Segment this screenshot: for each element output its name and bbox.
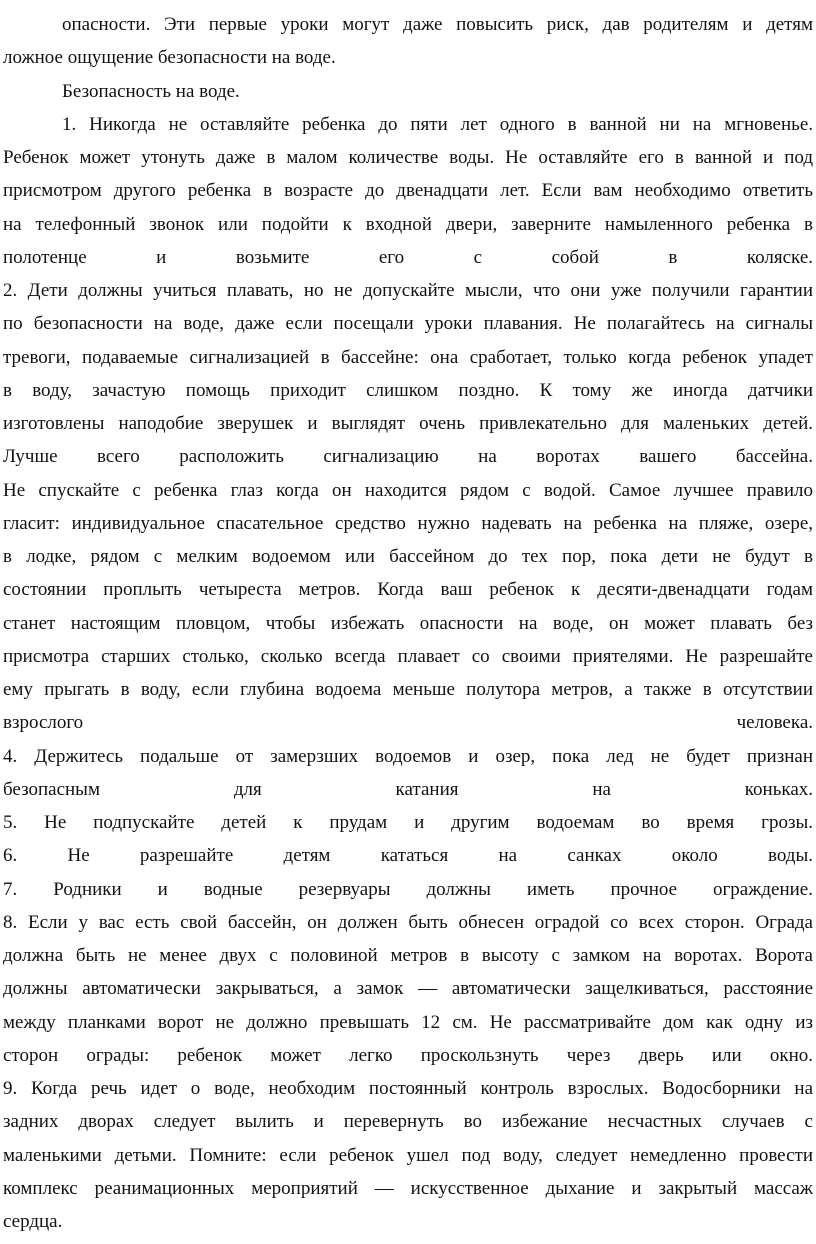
text-line: 4. Держитесь подальше от замерзших водоемов и озер, пока лед не будет признан bbox=[3, 745, 813, 767]
text-line: в лодке, рядом с мелким водоемом или бассейном до тех пор, пока дети не будут в bbox=[3, 546, 813, 567]
text-line: взрослого человека. bbox=[3, 712, 813, 734]
text-line: состоянии проплыть четыреста метров. Когда ваш ребенок к десяти-двенадцати годам bbox=[3, 579, 813, 601]
text-line: присмотра старших столько, сколько всегда плавает со своими приятелями. Не разрешайте bbox=[3, 645, 813, 667]
text-line: задних дворах следует вылить и перевернуть во избежание несчастных случаев с bbox=[3, 1111, 813, 1133]
text-line: 7. Родники и водные резервуары должны иметь прочное ограждение. bbox=[3, 878, 813, 900]
text-line: Ребенок может утонуть даже в малом количестве воды. Не оставляйте его в ванной и под bbox=[3, 147, 813, 168]
text-line: по безопасности на воде, даже если посещали уроки плавания. Не полагайтесь на сигналы bbox=[3, 313, 813, 335]
text-line: 6. Не разрешайте детям кататься на санках около воды. bbox=[3, 845, 813, 867]
text-line: в воду, зачастую помощь приходит слишком поздно. К тому же иногда датчики bbox=[3, 379, 813, 401]
text-line: 9. Когда речь идет о воде, необходим постоянный контроль взрослых. Водосборники на bbox=[3, 1078, 813, 1099]
text-line: Лучше всего расположить сигнализацию на воротах вашего бассейна. bbox=[3, 446, 813, 468]
text-line: 2. Дети должны учиться плавать, но не допускайте мысли, что они уже получили гарантии bbox=[3, 280, 813, 301]
text-line: на телефонный звонок или подойти к входной двери, заверните намыленного ребенка в bbox=[3, 213, 813, 235]
text-line: 1. Никогда не оставляйте ребенка до пяти лет одного в ванной ни на мгновенье. bbox=[62, 113, 813, 135]
text-line: ему прыгать в воду, если глубина водоема меньше полутора метров, а также в отсутствии bbox=[3, 679, 813, 700]
text-line: тревоги, подаваемые сигнализацией в бассейне: она сработает, только когда ребенок упадет bbox=[3, 346, 813, 368]
text-line: полотенце и возьмите его с собой в коляске. bbox=[3, 246, 813, 268]
text-line: сердца. bbox=[3, 1211, 63, 1232]
text-line: станет настоящим пловцом, чтобы избежать опасности на воде, он может плавать без bbox=[3, 612, 813, 634]
text-line: Безопасность на воде. bbox=[62, 80, 240, 102]
text-line: 8. Если у вас есть свой бассейн, он должен быть обнесен оградой со всех сторон. Ограда bbox=[3, 911, 813, 933]
text-line: изготовлены наподобие зверушек и выглядят очень привлекательно для маленьких детей. bbox=[3, 413, 813, 434]
text-line: опасности. Эти первые уроки могут даже повысить риск, дав родителям и детям bbox=[62, 14, 813, 35]
text-line: 5. Не подпускайте детей к прудам и другим водоемам во время грозы. bbox=[3, 812, 813, 833]
text-line: комплекс реанимационных мероприятий — искусственное дыхание и закрытый массаж bbox=[3, 1177, 813, 1199]
text-line: должна быть не менее двух с половиной метров в высоту с замком на воротах. Ворота bbox=[3, 945, 813, 966]
text-line: гласит: индивидуальное спасательное средство нужно надевать на ребенка на пляже, озере, bbox=[3, 512, 813, 534]
text-line: ложное ощущение безопасности на воде. bbox=[3, 47, 336, 69]
text-line: маленькими детьми. Помните: если ребенок ушел под воду, следует немедленно провести bbox=[3, 1144, 813, 1166]
text-line: должны автоматически закрываться, а замок — автоматически защелкиваться, расстояние bbox=[3, 978, 813, 1000]
text-line: сторон ограды: ребенок может легко проскользнуть через дверь или окно. bbox=[3, 1044, 813, 1066]
text-line: присмотром другого ребенка в возрасте до двенадцати лет. Если вам необходимо ответить bbox=[3, 180, 813, 202]
text-line: Не спускайте с ребенка глаз когда он находится рядом с водой. Самое лучшее правило bbox=[3, 479, 813, 501]
text-line: безопасным для катания на коньках. bbox=[3, 778, 813, 800]
text-line: между планками ворот не должно превышать 12 см. Не рассматривайте дом как одну из bbox=[3, 1011, 813, 1033]
